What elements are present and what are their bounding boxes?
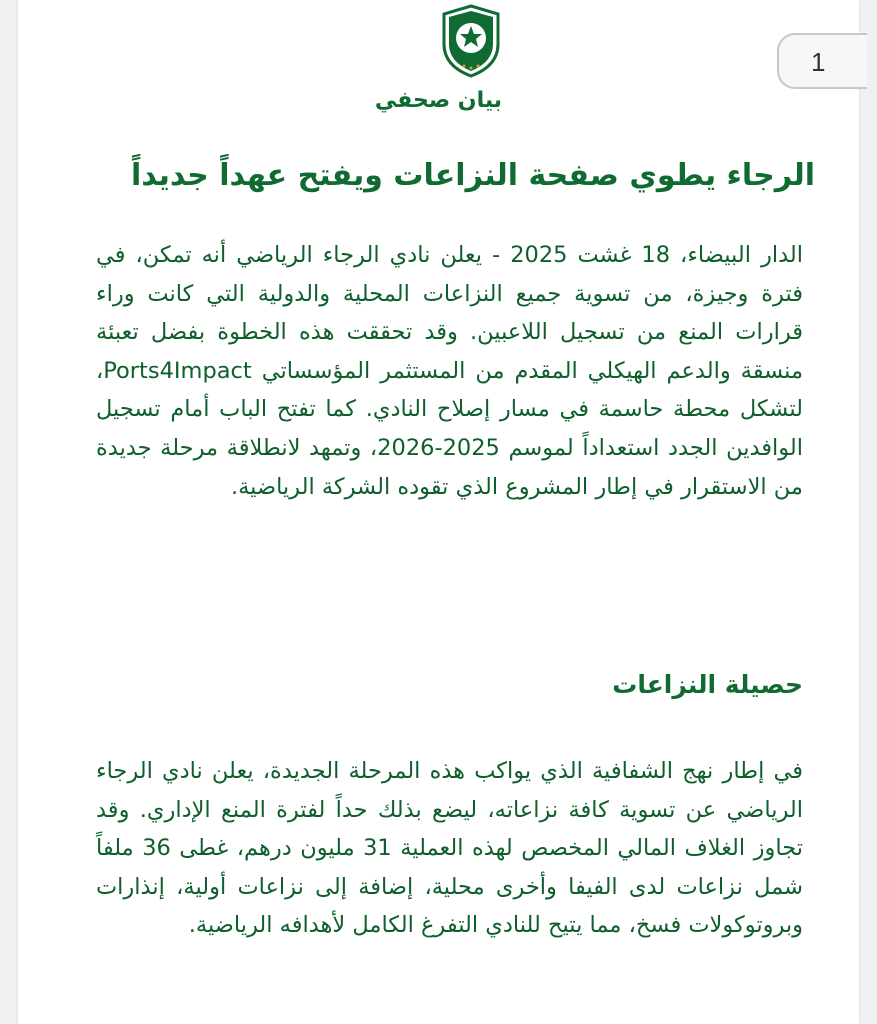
press-release-label: بيان صحفي (374, 88, 503, 113)
section-title-disputes: حصيلة النزاعات (612, 670, 803, 699)
headline: الرجاء يطوي صفحة النزاعات ويفتح عهداً جديداً (130, 158, 815, 193)
intro-paragraph: الدار البيضاء، 18 غشت 2025 - يعلن نادي الرجاء الرياضي أنه تمكن، في فترة وجيزة، من تسوية جميع النزاعات المحلية والدولية التي كانت وراء قرارات المنع من تسجيل اللاعبين. وقد تحققت هذه الخطوة بفضل تعبئة منسقة والدعم الهيكلي المقدم من المستثمر المؤسساتي Ports4Impact، لتشكل محطة حاسمة في مسار إصلاح النادي. كما تفتح الباب أمام تسجيل الوافدين الجدد استعداداً لموسم 2025-2026، وتمهد لانطلاقة مرحلة جديدة من الاستقرار في إطار المشروع الذي تقوده الشركة الرياضية. (96, 242, 804, 500)
disputes-paragraph: في إطار نهج الشفافية الذي يواكب هذه المرحلة الجديدة، يعلن نادي الرجاء الرياضي عن تسوية كافة نزاعاته، ليضع بذلك حداً لفترة المنع الإداري. وقد تجاوز الغلاف المالي المخصص لهذه العملية 31 مليون درهم، غطى 36 ملفاً شمل نزاعات لدى الفيفا وأخرى محلية، إضافة إلى نزاعات أولية، إنذارات وبروتوكولات فسخ، مما يتيح للنادي التفرغ الكامل لأهدافه الرياضية. (96, 758, 804, 939)
club-crest-icon (440, 4, 502, 78)
page-number-badge (777, 33, 867, 89)
page-number: 1 (811, 47, 826, 77)
